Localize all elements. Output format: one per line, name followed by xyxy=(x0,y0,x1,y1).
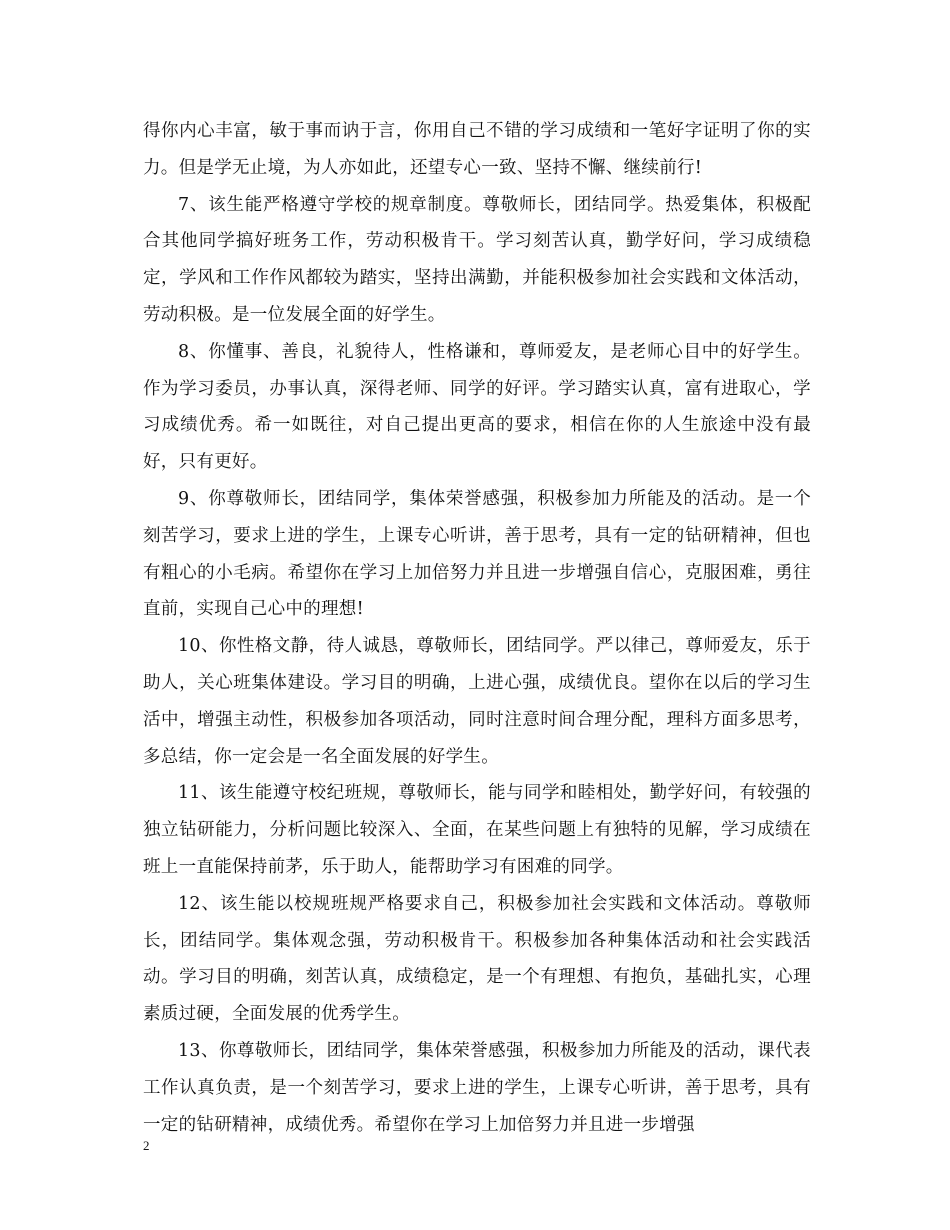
paragraph-comment-10: 10、你性格文静，待人诚恳，尊敬师长，团结同学。严以律己，尊师爱友，乐于助人，关心班集体建设。学习目的明确，上进心强，成绩优良。望你在以后的学习生活中，增强主动性，积极参加各项活动，同时注意时间合理分配，理科方面多思考，多总结，你一定会是一名全面发展的好学生。 xyxy=(143,636,811,767)
paragraph-comment-7: 7、该生能严格遵守学校的规章制度。尊敬师长，团结同学。热爱集体，积极配合其他同学搞好班务工作，劳动积极肯干。学习刻苦认真，勤学好问，学习成绩稳定，学风和工作作风都较为踏实，坚持出满勤，并能积极参加社会实践和文体活动，劳动积极。是一位发展全面的好学生。 xyxy=(143,194,811,325)
paragraph-comment-11: 11、该生能遵守校纪班规，尊敬师长，能与同学和睦相处，勤学好问，有较强的独立钻研能力，分析问题比较深入、全面，在某些问题上有独特的见解，学习成绩在班上一直能保持前茅，乐于助人，能帮助学习有困难的同学。 xyxy=(143,783,811,877)
paragraph-comment-8: 8、你懂事、善良，礼貌待人，性格谦和，尊师爱友，是老师心目中的好学生。作为学习委员，办事认真，深得老师、同学的好评。学习踏实认真，富有进取心，学习成绩优秀。希一如既往，对自己提出更高的要求，相信在你的人生旅途中没有最好，只有更好。 xyxy=(143,341,811,473)
page-number: 2 xyxy=(143,1138,150,1153)
paragraph-comment-13: 13、你尊敬师长，团结同学，集体荣誉感强，积极参加力所能及的活动，课代表工作认真负责，是一个刻苦学习，要求上进的学生，上课专心听讲，善于思考，具有一定的钻研精神，成绩优秀。希望你在学习上加倍努力并且进一步增强 xyxy=(143,1040,811,1135)
paragraph-continuation: 得你内心丰富，敏于事而讷于言，你用自己不错的学习成绩和一笔好字证明了你的实力。但是学无止境，为人亦如此，还望专心一致、坚持不懈、继续前行! xyxy=(143,121,811,178)
paragraph-comment-12: 12、该生能以校规班规严格要求自己，积极参加社会实践和文体活动。尊敬师长，团结同学。集体观念强，劳动积极肯干。积极参加各种集体活动和社会实践活动。学习目的明确，刻苦认真，成绩稳定，是一个有理想、有抱负，基础扎实，心理素质过硬，全面发展的优秀学生。 xyxy=(143,893,811,1025)
paragraph-comment-9: 9、你尊敬师长，团结同学，集体荣誉感强，积极参加力所能及的活动。是一个刻苦学习，要求上进的学生，上课专心听讲，善于思考，具有一定的钻研精神，但也有粗心的小毛病。希望你在学习上加倍努力并且进一步增强自信心，克服困难，勇往直前，实现自己心中的理想! xyxy=(143,488,811,620)
document-body xyxy=(143,113,811,1143)
